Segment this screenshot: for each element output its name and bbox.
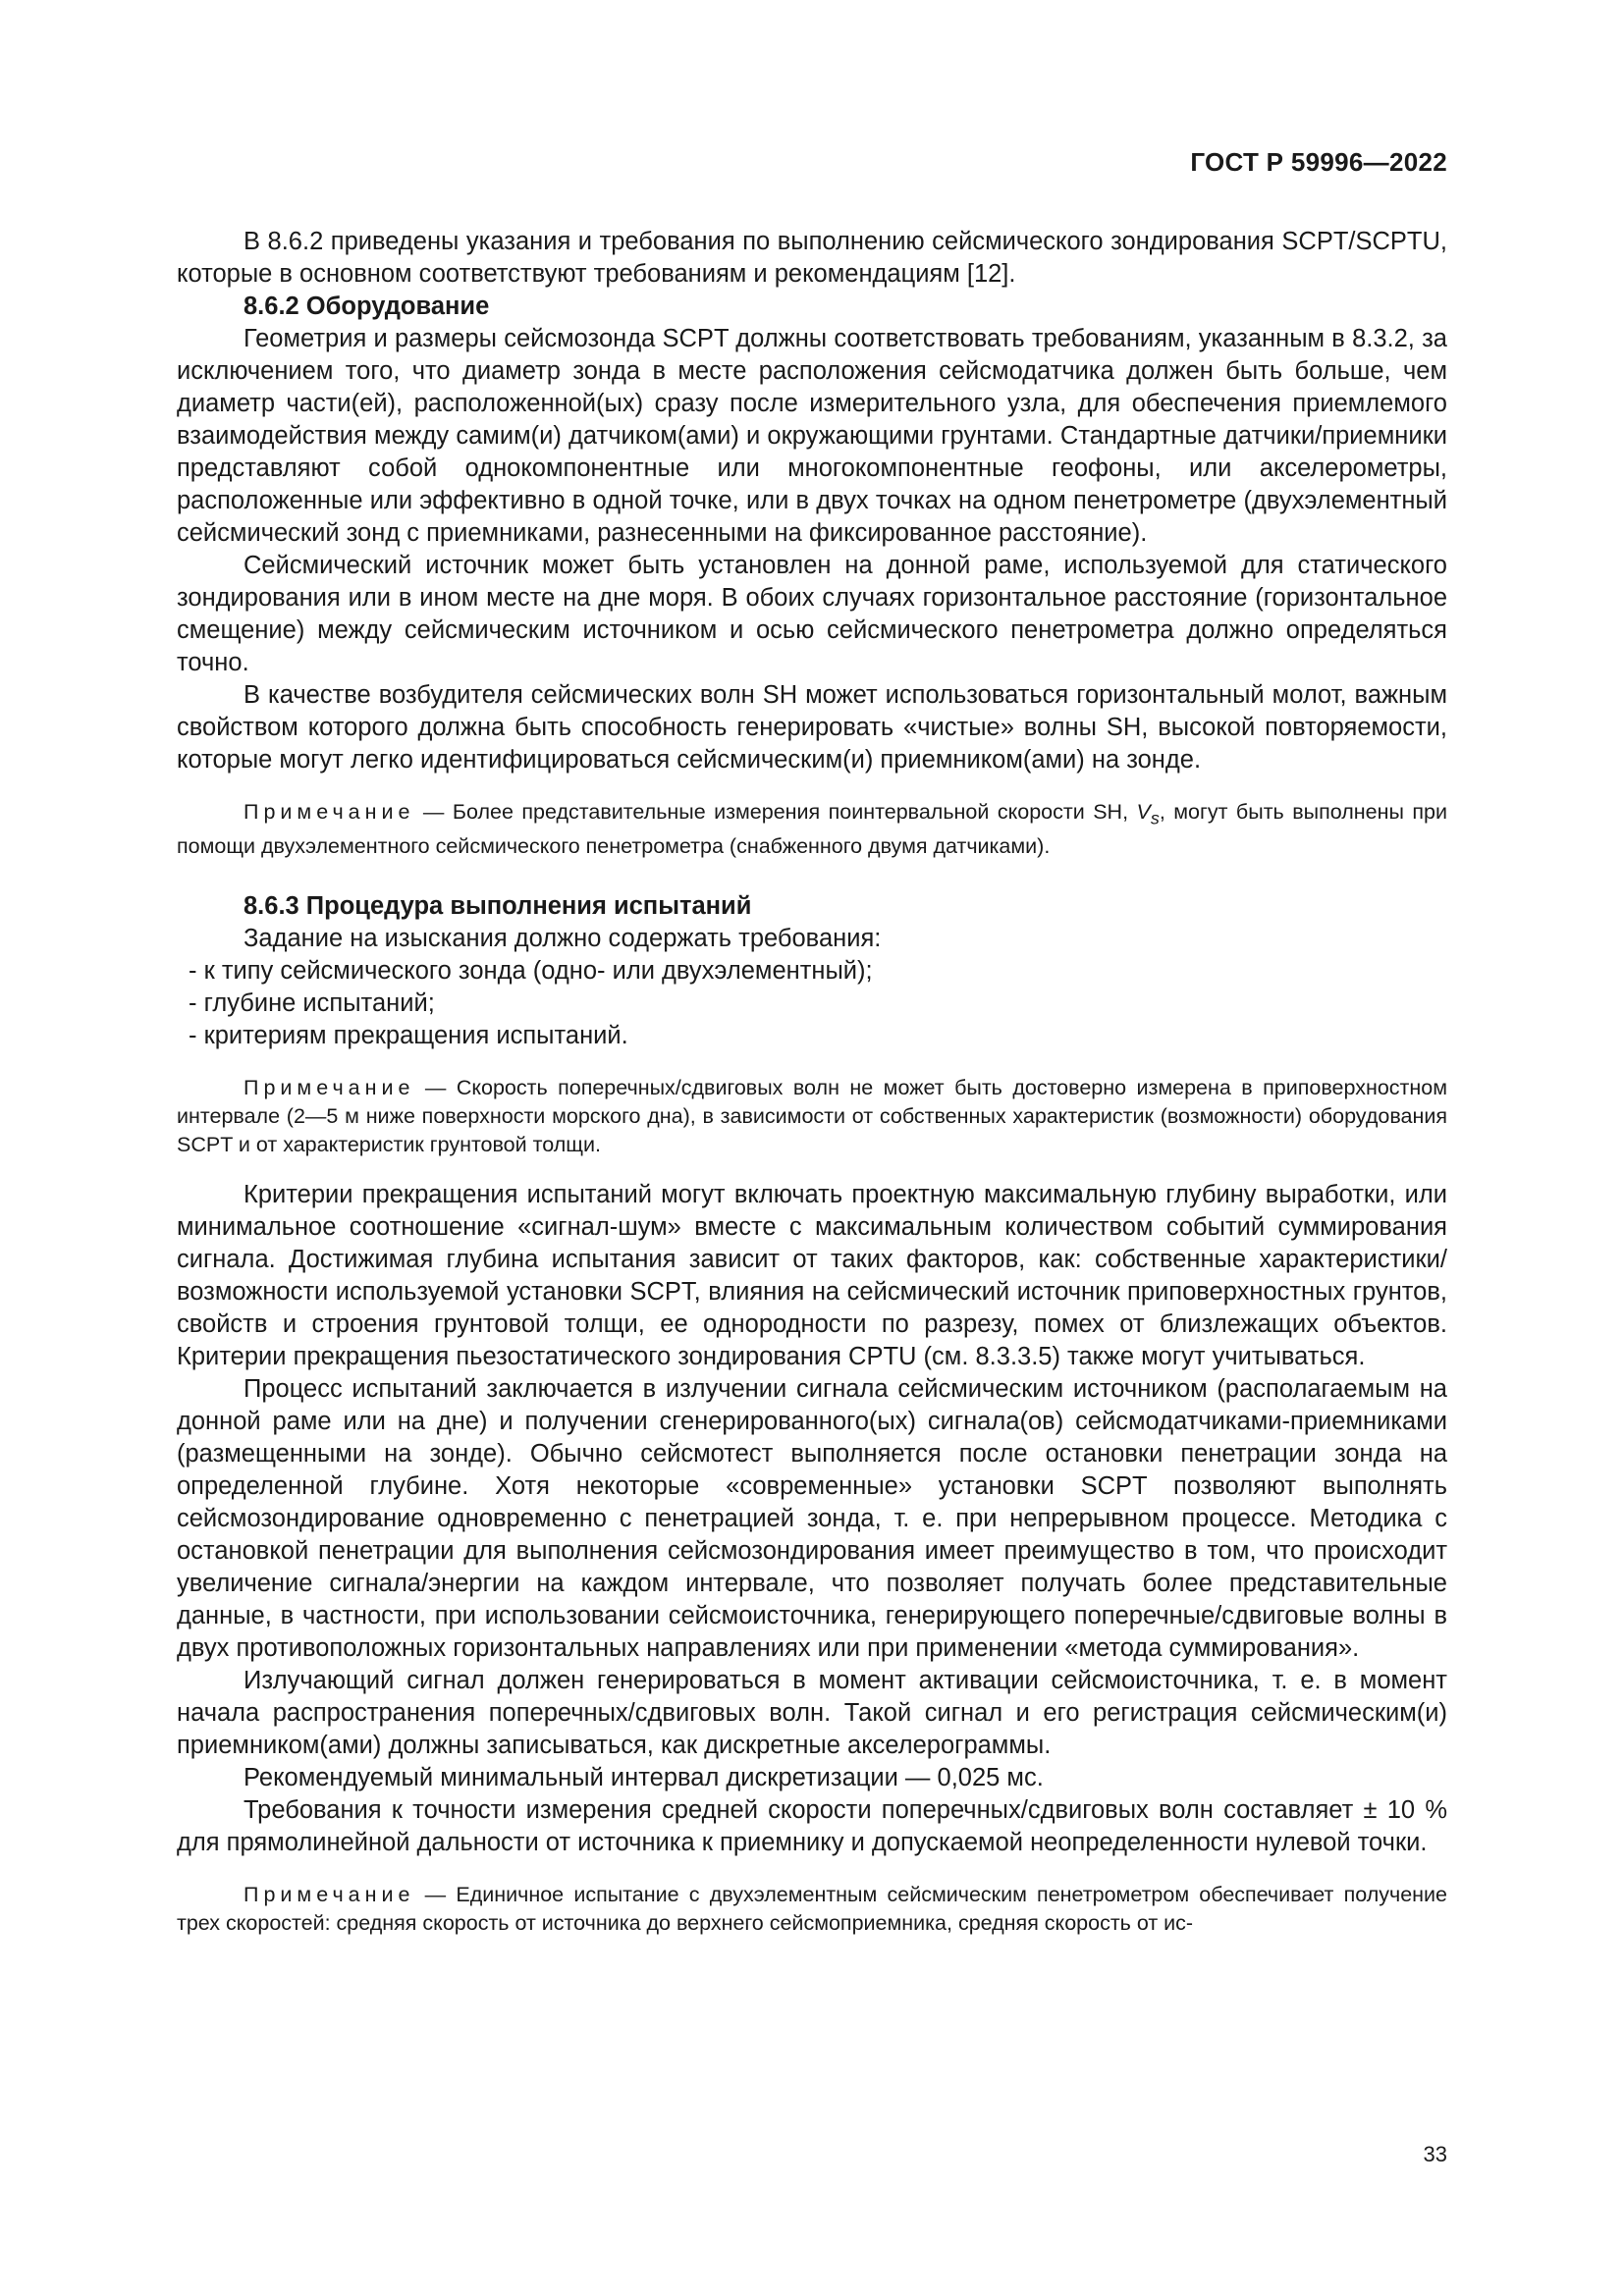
equipment-paragraph-1: Геометрия и размеры сейсмозонда SCPT должны соответствовать требованиям, указанным в 8.3.2, за исключением того, что диаметр зонда в месте расположения сейсмодатчика должен быть больше, чем диаметр части(ей), расположенной(ых) сразу после измерительного узла, для обеспечения приемлемого взаимодействия между самим(и) датчиком(ами) и окружающими грунтами. Стандартные датчики/приемники представляют собой однокомпонентные или многокомпонентные геофоны, или акселерометры, расположенные или эффективно в одной точке, или в двух точках на одном пенетрометре (двухэлементный сейсмический зонд с приемниками, разнесенными на фиксированное расстояние).	[177, 325, 1447, 547]
note-label: Примечание	[244, 1883, 415, 1907]
intro-paragraph: В 8.6.2 приведены указания и требования по выполнению сейсмического зондирования SCPT/SCPTU, которые в основном соответствуют требованиям и рекомендациям [12].	[177, 228, 1447, 288]
document-standard-code: ГОСТ Р 59996—2022	[1190, 147, 1447, 177]
equipment-paragraph-3: В качестве возбудителя сейсмических волн SH может использоваться горизонтальный молот, важным свойством которого должна быть способность генерировать «чистые» волны SH, высокой повторяемости, которые могут легко идентифицироваться сейсмическим(и) приемником(ами) на зонде.	[177, 681, 1447, 774]
procedure-paragraph-1: Критерии прекращения испытаний могут включать проектную максимальную глубину выработки, или минимальное соотношение «сигнал-шум» вместе с максимальным количеством событий суммирования сигнала. Достижимая глубина испытания зависит от таких факторов, как: собственные характеристики/возможности используемой установки SCPT, влияния на сейсмический источник приповерхностных грунтов, свойств и строения грунтовой толщи, ее однородности по разрезу, помех от близлежащих объектов. Критерии прекращения пьезостатического зондирования CPTU (см. 8.3.3.5) также могут учитываться.	[177, 1181, 1447, 1371]
note-text: — Единичное испытание с двухэлементным сейсмическим пенетрометром обеспечивает получение трех скоростей: средняя скорость от источника до верхнего сейсмоприемника, средняя скорость от ис-	[177, 1883, 1447, 1936]
document-body	[177, 226, 1447, 1957]
note-sh-velocity	[177, 798, 1447, 861]
list-item: - критериям прекращения испытаний.	[189, 1022, 628, 1050]
list-item: - к типу сейсмического зонда (одно- или двухэлементный);	[189, 957, 873, 986]
note-label: Примечание	[244, 1076, 415, 1100]
procedure-paragraph-2: Процесс испытаний заключается в излучении сигнала сейсмическим источником (располагаемым на донной раме или на дне) и получении сгенерированного(ых) сигнала(ов) сейсмодатчиками-приемниками (размещенными на зонде). Обычно сейсмотест выполняется после остановки пенетрации зонда на определенной глубине. Хотя некоторые «современные» установки SCPT позволяют выполнять сейсмозондирование одновременно с пенетрацией зонда, т. е. при непрерывном процессе. Методика с остановкой пенетрации для выполнения сейсмозондирования имеет преимущество в том, что происходит увеличение сигнала/энергии на каждом интервале, что позволяет получать более представительные данные, в частности, при использовании сейсмоисточника, генерирующего поперечные/сдвиговые волны в двух противоположных горизонтальных направлениях или при применении «метода суммирования».	[177, 1375, 1447, 1663]
list-item: - глубине испытаний;	[189, 989, 435, 1018]
note-dual-element	[177, 1881, 1447, 1938]
procedure-paragraph-3: Излучающий сигнал должен генерироваться в момент активации сейсмоисточника, т. е. в момент начала распространения поперечных/сдвиговых волн. Такой сигнал и его регистрация сейсмическим(и) приемником(ами) должны записываться, как дискретные акселерограммы.	[177, 1667, 1447, 1760]
procedure-paragraph-5: Требования к точности измерения средней скорости поперечных/сдвиговых волн составляет ± 10 % для прямолинейной дальности от источника к приемнику и допускаемой неопределенности нулевой точки.	[177, 1796, 1447, 1857]
note-shear-wave	[177, 1074, 1447, 1159]
section-heading-8-6-2: 8.6.2 Оборудование	[244, 293, 490, 320]
section-heading-8-6-3: 8.6.3 Процедура выполнения испытаний	[244, 892, 752, 921]
note-text-before: — Более представительные измерения поинтервальной скорости SH,	[414, 800, 1137, 824]
page-number: 33	[1423, 2142, 1447, 2166]
vs-symbol: V	[1136, 800, 1151, 824]
procedure-paragraph-4: Рекомендуемый минимальный интервал дискретизации — 0,025 мс.	[244, 1764, 1044, 1792]
requirements-intro: Задание на изыскания должно содержать требования:	[244, 925, 882, 953]
note-label: Примечание	[244, 800, 415, 824]
equipment-paragraph-2: Сейсмический источник может быть установлен на донной раме, используемой для статического зондирования или в ином месте на дне моря. В обоих случаях горизонтальное расстояние (горизонтальное смещение) между сейсмическим источником и осью сейсмического пенетрометра должно определяться точно.	[177, 552, 1447, 676]
note-text-after: , могут быть выполнены при помощи двухэлементного сейсмического пенетрометра (снабженного двумя датчиками).	[177, 800, 1447, 859]
vs-subscript: s	[1150, 808, 1160, 828]
note-text: — Скорость поперечных/сдвиговых волн не может быть достоверно измерена в приповерхностном интервале (2—5 м ниже поверхности морского дна), в зависимости от собственных характеристик (возможности) оборудования SCPT и от характеристик грунтовой толщи.	[177, 1076, 1447, 1157]
